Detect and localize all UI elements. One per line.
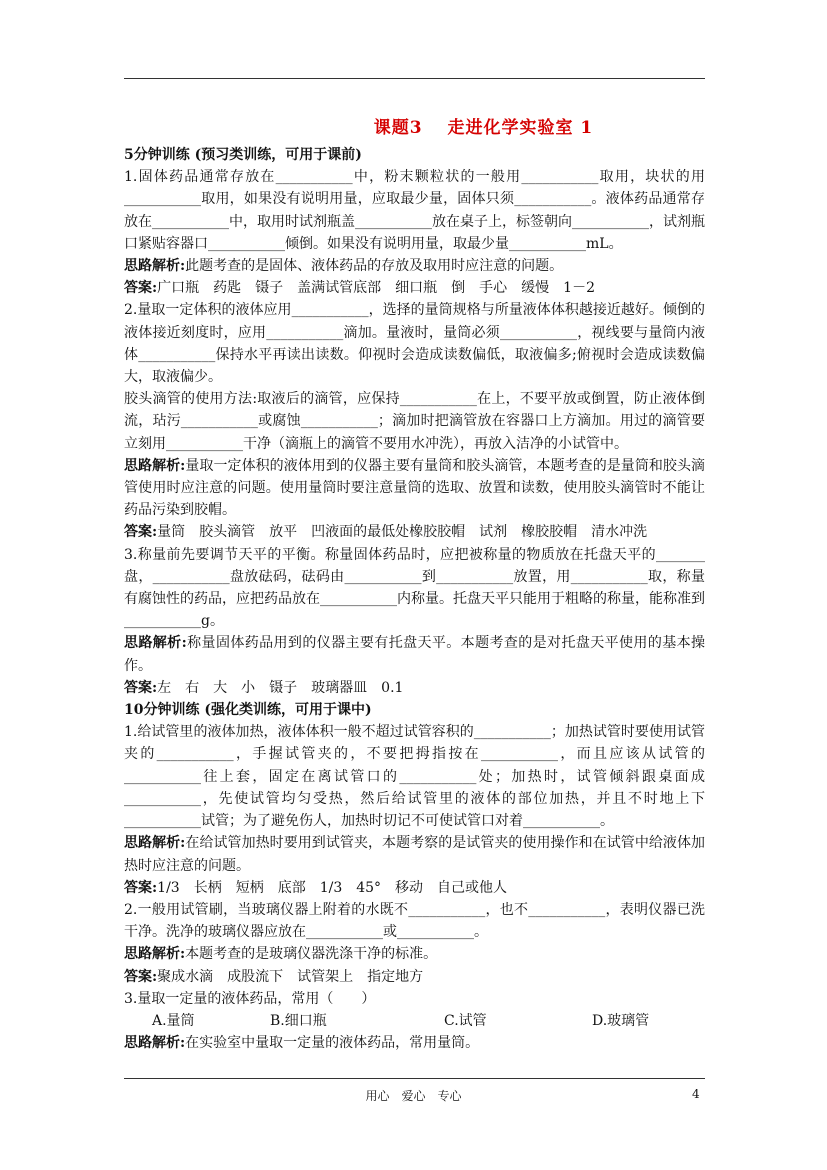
analysis-text: 本题考查的是玻璃仪器洗涤干净的标准。 xyxy=(185,946,438,963)
page-title: 课题3 走进化学实验室 1 xyxy=(373,118,594,138)
answer-paragraph xyxy=(124,277,705,299)
question-paragraph: 2.量取一定体积的液体应用___________，选择的量筒规格与所量液体体积越接近越好。倾倒的液体接近刻度时，应用___________滴加。量液时，量筒必须___________，视线要与量筒内液体___________保持水平再读出读数。仰视时会造成读数偏低，取液偏多;俯视时会造成读数偏大，取液偏少。 xyxy=(124,302,705,386)
question-paragraph: 1.固体药品通常存放在___________中，粉末颗粒状的一般用___________取用，块状的用___________取用，如果没有说明用量，应取最少量，固体只须___________。液体药品通常存放在___________中，取用时试剂瓶盖___________放在桌子上，标签朝向___________，试剂瓶口紧贴容器口___________倾倒。如果没有说明用量，取最少量___________mL。 xyxy=(124,169,705,252)
question-paragraph: 3.量取一定量的液体药品，常用（ ） xyxy=(124,990,376,1007)
analysis-text: 在给试管加热时要用到试管夹，本题考察的是试管夹的使用操作和在试管中给液体加热时应注意的问题。 xyxy=(124,835,706,874)
analysis-label: 思路解析: xyxy=(124,1035,186,1052)
option-b: B.细口瓶 xyxy=(270,1012,327,1029)
analysis-paragraph xyxy=(124,832,705,876)
analysis-label: 思路解析: xyxy=(124,457,186,474)
document-body xyxy=(124,144,705,1054)
analysis-text: 量取一定体积的液体用到的仪器主要有量筒和胶头滴管，本题考查的是量筒和胶头滴管使用时应注意的问题。使用量筒时要注意量筒的选取、放置和读数，使用胶头滴管时不能让药品污染到胶帽。 xyxy=(124,457,706,519)
page-number: 4 xyxy=(692,1087,700,1101)
analysis-text: 在实验室中量取一定量的液体药品，常用量筒。 xyxy=(185,1035,480,1052)
question-paragraph: 胶头滴管的使用方法:取液后的滴管，应保持___________在上，不要平放或倒置，防止液体倒流，玷污___________或腐蚀___________；滴加时把滴管放在容器口上方滴加。用过的滴管要立刻用___________干净（滴瓶上的滴管不要用水冲洗），再放入洁净的小试管中。 xyxy=(124,391,705,452)
question-paragraph: 1.给试管里的液体加热，液体体积一般不超过试管容积的___________；加热试管时要使用试管夹的___________，手握试管夹的，不要把拇指按在___________，而且应该从试管的___________往上套，固定在离试管口的___________处；加热时，试管倾斜跟桌面成___________，先使试管均匀受热，然后给试管里的液体的部位加热，并且不时地上下___________试管；为了避免伤人，加热时切记不可使试管口对着___________。 xyxy=(124,724,705,830)
analysis-label: 思路解析: xyxy=(124,946,186,963)
answer-text: 1/3 长柄 短柄 底部 1/3 45° 移动 自己或他人 xyxy=(157,879,508,896)
answer-label: 答案: xyxy=(124,524,158,541)
option-d: D.玻璃管 xyxy=(592,1012,650,1029)
section-heading: 5分钟训练 (预习类训练，可用于课前) xyxy=(124,147,362,163)
answer-text: 量筒 胶头滴管 放平 凹液面的最低处橡胶胶帽 试剂 橡胶胶帽 清水冲洗 xyxy=(157,524,648,541)
option-c: C.试管 xyxy=(444,1012,487,1029)
answer-label: 答案: xyxy=(124,679,158,696)
answer-label: 答案: xyxy=(124,879,158,896)
header-rule xyxy=(124,78,705,79)
answer-paragraph xyxy=(124,521,705,543)
option-a: A.量筒 xyxy=(152,1012,195,1029)
answer-options xyxy=(124,1010,705,1032)
analysis-paragraph xyxy=(124,1032,705,1054)
analysis-label: 思路解析: xyxy=(124,258,186,275)
analysis-label: 思路解析: xyxy=(124,835,186,852)
answer-paragraph xyxy=(124,877,705,899)
question-paragraph: 2.一般用试管刷，当玻璃仪器上附着的水既不___________，也不___________，表明仪器已洗干净。洗净的玻璃仪器应放在___________或___________。 xyxy=(124,901,705,941)
analysis-text: 此题考查的是固体、液体药品的存放及取用时应注意的问题。 xyxy=(185,258,564,275)
answer-label: 答案: xyxy=(124,968,158,985)
analysis-paragraph xyxy=(124,632,705,676)
analysis-paragraph xyxy=(124,255,705,277)
answer-paragraph xyxy=(124,677,705,699)
answer-paragraph xyxy=(124,966,705,988)
answer-text: 广口瓶 药匙 镊子 盖满试管底部 细口瓶 倒 手心 缓慢 1－2 xyxy=(157,280,595,297)
section-heading: 10分钟训练 (强化类训练，可用于课中) xyxy=(124,702,372,719)
analysis-label: 思路解析: xyxy=(124,635,187,652)
answer-text: 左 右 大 小 镊子 玻璃器皿 0.1 xyxy=(157,679,404,696)
analysis-paragraph xyxy=(124,943,705,965)
question-paragraph: 3.称量前先要调节天平的平衡。称量固体药品时，应把被称量的物质放在托盘天平的_______盘，___________盘放砝码，砝码由___________到___________放置，用___________取，称量有腐蚀性的药品，应把药品放在___________内称量。托盘天平只能用于粗略的称量，能称准到___________g。 xyxy=(124,546,705,630)
footer-rule xyxy=(124,1078,705,1079)
analysis-paragraph xyxy=(124,455,705,522)
answer-label: 答案: xyxy=(124,280,158,297)
analysis-text: 称量固体药品用到的仪器主要有托盘天平。本题考查的是对托盘天平使用的基本操作。 xyxy=(124,635,706,674)
answer-text: 聚成水滴 成股流下 试管架上 指定地方 xyxy=(157,968,424,985)
footer-motto: 用心 爱心 专心 xyxy=(365,1089,462,1103)
